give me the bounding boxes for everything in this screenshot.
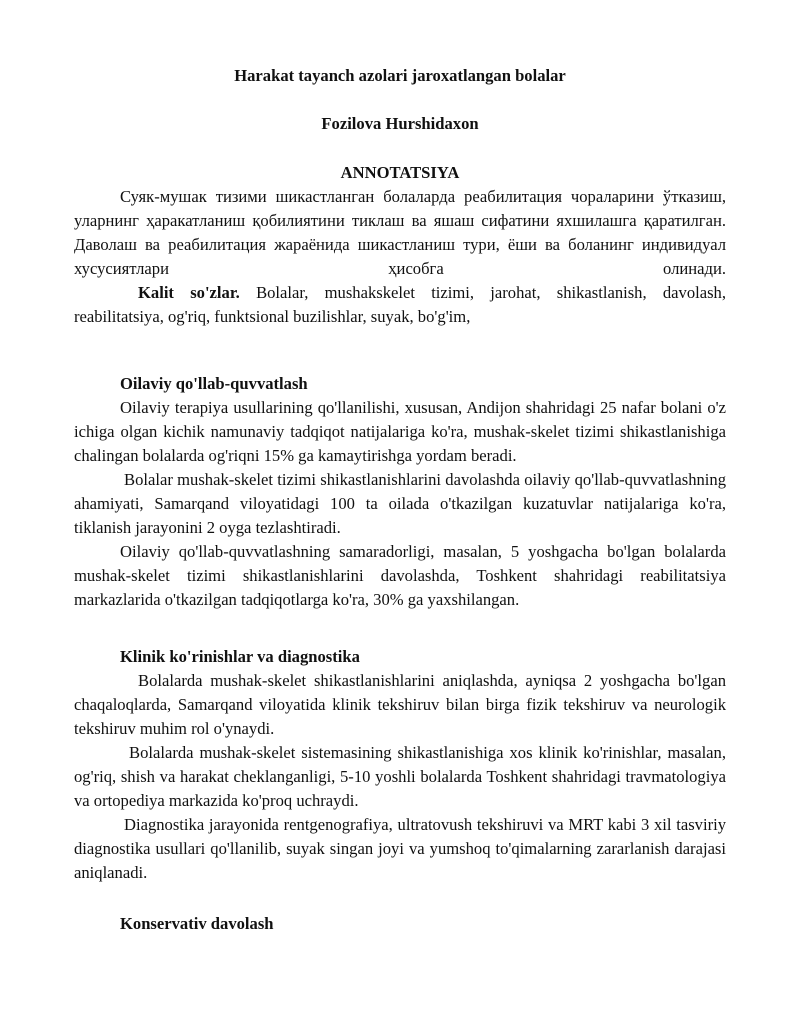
keywords-text: Bolalar, mushakskelet tizimi, jarohat, shikastlanish, davolash, reabilitatsiya, og'riq, funktsional buzilishlar, suyak, bo'g'im, [74,283,727,326]
section-paragraph: Oilaviy terapiya usullarining qo'llanilishi, xususan, Andijon shahridagi 25 nafar bolani o'z ichiga olgan kichik namunaviy tadqiqot natijalariga ko'ra, mushak-skelet tizimi shikastlanishiga chalingan bolalarda og'riqni 15% ga kamaytirishga yordam beradi. [74,398,726,465]
document-page [74,64,726,936]
section-paragraph: Bolalarda mushak-skelet sistemasining shikastlanishiga xos klinik ko'rinishlar, masalan, og'riq, shish va harakat cheklanganligi, 5-10 yoshli bolalarda Toshkent shahridagi travmatologiya va ortopediya markazida ko'proq uchraydi. [74,743,726,810]
section-paragraph: Oilaviy qo'llab-quvvatlashning samaradorligi, masalan, 5 yoshgacha bo'lgan bolalarda mushak-skelet tizimi shikastlanishlarini davolashda, Toshkent shahridagi reabilitatsiya markazlarida o'tkazilgan tadqiqotlarga ko'ra, 30% ga yaxshilangan. [74,542,726,609]
paper-title: Harakat tayanch azolari jaroxatlangan bolalar [234,66,566,85]
keywords-label: Kalit so'zlar. [138,283,240,302]
section-heading-clinical-diagnostics: Klinik ko'rinishlar va diagnostika [120,647,360,666]
annotation-heading: ANNOTATSIYA [340,163,460,182]
author-name: Fozilova Hurshidaxon [321,114,479,133]
annotation-text: Суяк-мушак тизими шикастланган болаларда реабилитация чораларини ўтказиш, уларнинг ҳаракатланиш қобилиятини тиклаш ва яшаш сифатини яхшилашга қаратилган. Даволаш ва реабилитация жараёнида шикастланиш тури, ёши ва боланинг индивидуал хусусиятлари ҳисобга олинади. [74,187,726,278]
section-heading-family-support: Oilaviy qo'llab-quvvatlash [120,374,308,393]
keywords-paragraph [74,281,726,329]
section-heading-conservative-treatment: Konservativ davolash [120,914,274,933]
section-paragraph: Diagnostika jarayonida rentgenografiya, ultratovush tekshiruvi va MRT kabi 3 xil tasviriy diagnostika usullari qo'llanilib, suyak singan joyi va yumshoq to'qimalarning zararlanish darajasi aniqlanadi. [74,815,726,882]
section-paragraph: Bolalar mushak-skelet tizimi shikastlanishlarini davolashda oilaviy qo'llab-quvvatlashning ahamiyati, Samarqand viloyatidagi 100 ta oilada o'tkazilgan kuzatuvlar natijalariga ko'ra, tiklanish jarayonini 2 oyga tezlashtiradi. [74,470,726,537]
section-paragraph: Bolalarda mushak-skelet shikastlanishlarini aniqlashda, ayniqsa 2 yoshgacha bo'lgan chaqaloqlarda, Samarqand viloyatida klinik tekshiruv bilan birga fizik tekshiruv va neurologik tekshiruv muhim rol o'ynaydi. [74,671,726,738]
